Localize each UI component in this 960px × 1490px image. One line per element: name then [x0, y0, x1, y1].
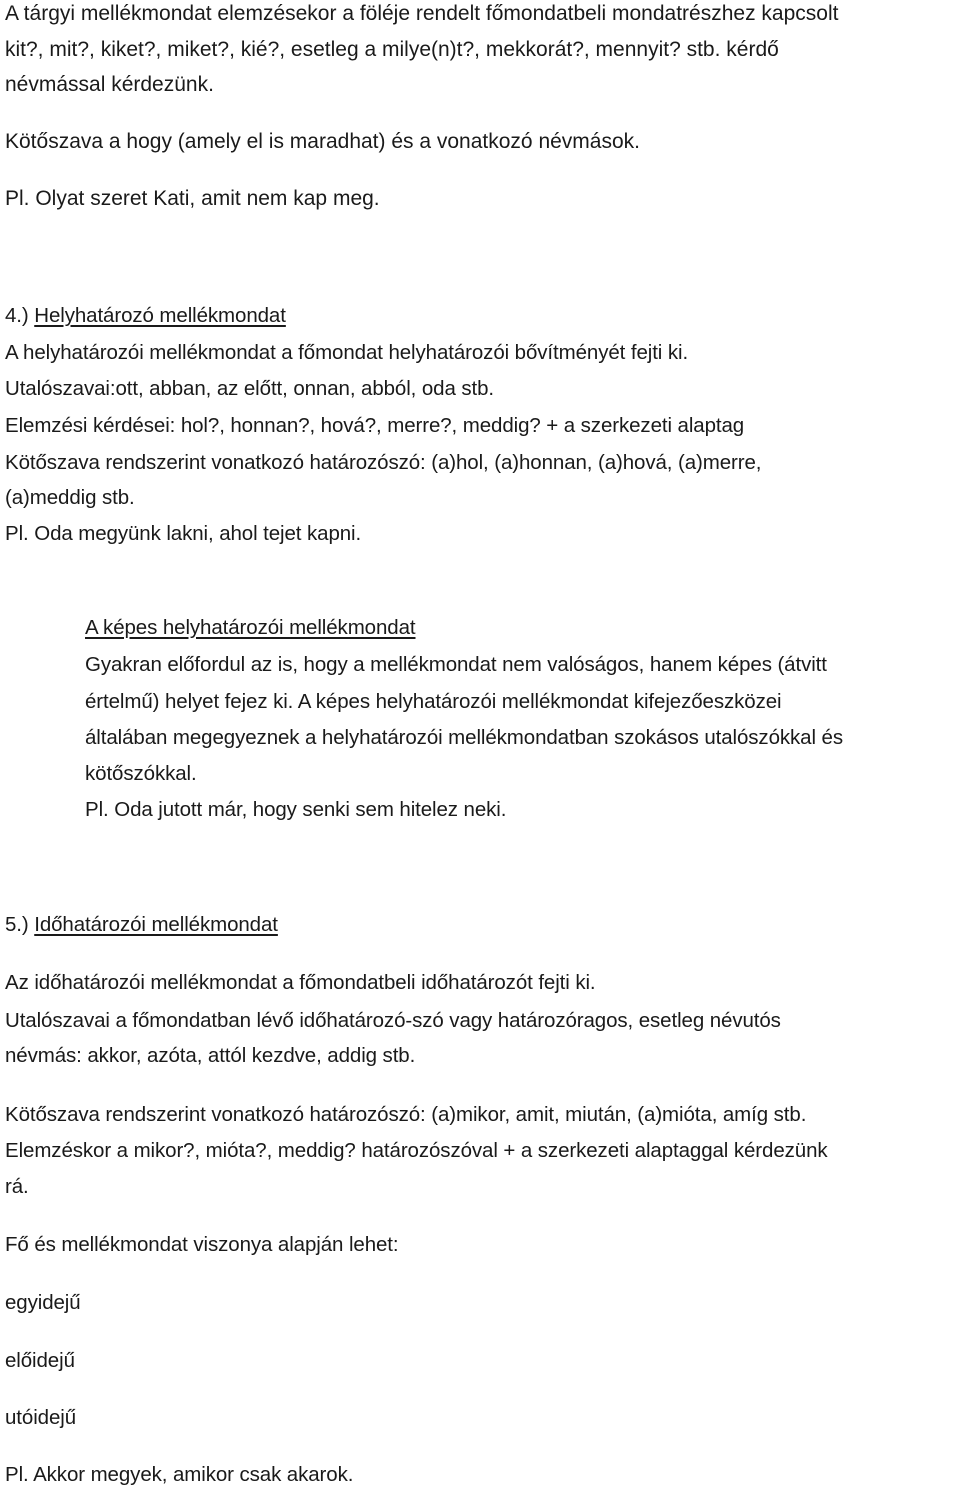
- intro-line: névmással kérdezünk.: [5, 73, 214, 96]
- body-line: általában megegyeznek a helyhatározói mellékmondatban szokásos utalószókkal és: [85, 726, 843, 749]
- body-line: Elemzési kérdései: hol?, honnan?, hová?, merre?, meddig? + a szerkezeti alaptag: [5, 414, 745, 437]
- body-line: rá.: [5, 1175, 29, 1198]
- intro-line: kit?, mit?, kiket?, miket?, kié?, esetleg a milye(n)t?, mekkorát?, mennyit? stb. kérdő: [5, 38, 779, 61]
- intro-line: A tárgyi mellékmondat elemzésekor a föléje rendelt főmondatbeli mondatrészhez kapcsolt: [5, 2, 839, 25]
- body-line: Elemzéskor a mikor?, mióta?, meddig? határozószóval + a szerkezeti alaptaggal kérdezünk: [5, 1139, 828, 1162]
- body-line: kötőszókkal.: [85, 762, 197, 785]
- section-heading: [5, 912, 278, 938]
- body-line: Kötőszava rendszerint vonatkozó határozószó: (a)hol, (a)honnan, (a)hová, (a)merre,: [5, 451, 762, 474]
- body-line: A helyhatározói mellékmondat a főmondat helyhatározói bővítményét fejti ki.: [5, 341, 689, 364]
- body-line: (a)meddig stb.: [5, 486, 135, 509]
- example-sentence: Pl. Oda jutott már, hogy senki sem hitelez neki.: [85, 798, 507, 821]
- section-heading: [5, 303, 286, 329]
- body-line: Utalószavai:ott, abban, az előtt, onnan, abból, oda stb.: [5, 377, 495, 400]
- example-sentence: Pl. Olyat szeret Kati, amit nem kap meg.: [5, 187, 380, 210]
- body-line: Gyakran előfordul az is, hogy a mellékmondat nem valóságos, hanem képes (átvitt: [85, 653, 827, 676]
- body-line: Az időhatározói mellékmondat a főmondatbeli időhatározót fejti ki.: [5, 971, 596, 994]
- list-item: egyidejű: [5, 1291, 81, 1314]
- list-item: utóidejű: [5, 1406, 77, 1429]
- section-title: Időhatározói mellékmondat: [34, 913, 278, 936]
- section-number: 4.): [5, 304, 29, 327]
- list-item: előidejű: [5, 1349, 75, 1372]
- section-title: Helyhatározó mellékmondat: [34, 304, 286, 327]
- intro-line: Kötőszava a hogy (amely el is maradhat) és a vonatkozó névmások.: [5, 130, 640, 153]
- body-line: Kötőszava rendszerint vonatkozó határozószó: (a)mikor, amit, miután, (a)mióta, amíg stb.: [5, 1103, 807, 1126]
- body-line: Utalószavai a főmondatban lévő időhatározó-szó vagy határozóragos, esetleg névutós: [5, 1009, 781, 1032]
- section-number: 5.): [5, 913, 29, 936]
- body-line: értelmű) helyet fejez ki. A képes helyhatározói mellékmondat kifejezőeszközei: [85, 690, 782, 713]
- example-sentence: Pl. Oda megyünk lakni, ahol tejet kapni.: [5, 522, 362, 545]
- body-line: névmás: akkor, azóta, attól kezdve, addig stb.: [5, 1044, 416, 1067]
- example-sentence: Pl. Akkor megyek, amikor csak akarok.: [5, 1463, 354, 1486]
- subsection-title: A képes helyhatározói mellékmondat: [85, 616, 416, 639]
- body-line: Fő és mellékmondat viszonya alapján lehet:: [5, 1233, 399, 1256]
